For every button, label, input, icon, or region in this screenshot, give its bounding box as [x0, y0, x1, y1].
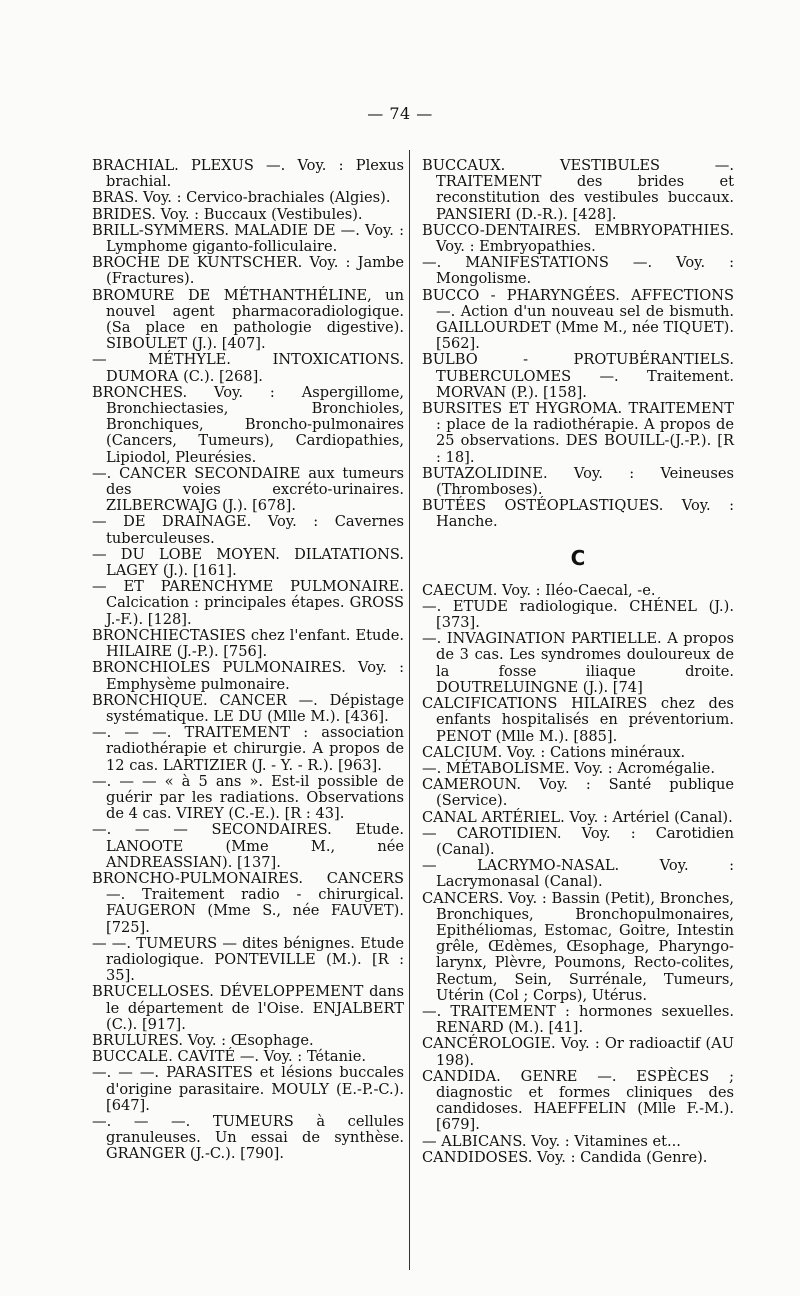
index-entry: —. — —. PARASITES et lésions buccales d'origine parasitaire. MOULY (E.-P.-C.). [647].: [92, 1064, 404, 1114]
index-entry: —. INVAGINATION PARTIELLE. A propos de 3 cas. Les syndromes douloureux de la fosse iliaque droite. DOUTRELUINGNE (J.). [74]: [422, 630, 734, 696]
index-entry: —. MÉTABOLISME. Voy. : Acromégalie.: [422, 759, 715, 777]
index-entry: — —. TUMEURS — dites bénignes. Etude radiologique. PONTEVILLE (M.). [R : 35].: [92, 934, 404, 985]
index-entry: — ALBICANS. Voy. : Vitamines et...: [422, 1132, 681, 1150]
index-entry: BRUCELLOSES. DÉVELOPPEMENT dans le département de l'Oise. ENJALBERT (C.). [917].: [92, 983, 404, 1033]
index-entry: —. TRAITEMENT : hormones sexuelles. RENARD (M.). [41].: [422, 1002, 734, 1037]
index-entry: CANCÉROLOGIE. Voy. : Or radioactif (AU 198).: [422, 1035, 734, 1069]
index-entry: BULBO - PROTUBÉRANTIELS. TUBERCULOMES —. Traitement. MORVAN (P.). [158].: [422, 351, 734, 401]
index-entry: BRAS. Voy. : Cervico-brachiales (Algies).: [92, 189, 391, 207]
index-entry: BROMURE DE MÉTHANTHÉLINE, un nouvel agent pharmacoradiologique. (Sa place en pathologie digestive). SIBOULET (J.). [407].: [92, 286, 404, 353]
page-number: — 74 —: [367, 104, 433, 123]
index-entry: CALCIUM. Voy. : Cations minéraux.: [422, 743, 686, 761]
index-entry: —. ETUDE radiologique. CHÉNEL (J.). [373].: [422, 597, 734, 632]
index-entry: — DU LOBE MOYEN. DILATATIONS. LAGEY (J.). [161].: [92, 545, 404, 580]
index-entry: CANDIDA. GENRE —. ESPÈCES ; diagnostic et formes cliniques des candidoses. HAEFFELIN (Mlle F.-M.). [679].: [422, 1067, 734, 1134]
index-entry: —. — —. TUMEURS à cellules granuleuses. Un essai de synthèse. GRANGER (J.-C.). [790].: [92, 1112, 404, 1163]
index-entry: —. CANCER SECONDAIRE aux tumeurs des voies excréto-urinaires. ZILBERCWAJG (J.). [678].: [92, 464, 404, 515]
column-divider: [409, 150, 410, 1270]
index-entry: BUCCO - PHARYNGÉES. AFFECTIONS —. Action d'un nouveau sel de bismuth. GAILLOURDET (Mme M., née TIQUET). [562].: [422, 286, 734, 353]
index-entry: —. MANIFESTATIONS —. Voy. : Mongolisme.: [422, 254, 734, 288]
index-entry: BRONCHES. Voy. : Aspergillome, Bronchiectasies, Bronchioles, Bronchiques, Broncho-pulmonaires (Cancers, Tumeurs), Cardiopathies, Lipiodol, Pleurésies.: [92, 383, 404, 466]
index-entry: CANDIDOSES. Voy. : Candida (Genre).: [422, 1148, 708, 1166]
index-entry: BRONCHIQUE. CANCER —. Dépistage systématique. LE DU (Mlle M.). [436].: [92, 691, 404, 725]
index-entry: BURSITES ET HYGROMA. TRAITEMENT : place de la radiothérapie. A propos de 25 observations. DES BOUILL-(J.-P.). [R : 18].: [422, 400, 734, 466]
index-entry: — CAROTIDIEN. Voy. : Carotidien (Canal).: [422, 824, 734, 858]
index-entry: BRONCHO-PULMONAIRES. CANCERS —. Traitement radio - chirurgical. FAUGERON (Mme S., née FAUVET). [725].: [92, 869, 404, 936]
index-entry: BUCCO-DENTAIRES. EMBRYOPATHIES. Voy. : Embryopathies.: [422, 221, 734, 256]
index-entry: CANCERS. Voy. : Bassin (Petit), Bronches, Bronchiques, Bronchopulmonaires, Epithéliomas, Estomac, Goitre, Intestin grêle, Œdèmes, Œsophage, Pharyngo-larynx, Plèvre, Poumons, Recto-colites, Rectum, Sein, Surrénale, Tumeurs, Utérin (Col ; Corps), Utérus.: [422, 889, 734, 1004]
index-entry: CANAL ARTÉRIEL. Voy. : Artériel (Canal).: [422, 808, 733, 826]
index-entry: BRONCHIECTASIES chez l'enfant. Etude. HILAIRE (J.-P.). [756].: [92, 626, 404, 661]
index-entry: — ET PARENCHYME PULMONAIRE. Calcication : principales étapes. GROSS J.-F.). [128].: [92, 578, 404, 628]
index-entry: — LACRYMO-NASAL. Voy. : Lacrymonasal (Canal).: [422, 857, 734, 891]
section-letter: C: [570, 545, 586, 570]
index-entry: BRACHIAL. PLEXUS —. Voy. : Plexus brachial.: [92, 157, 404, 191]
index-entry: BUCCALE. CAVITÉ —. Voy. : Tétanie.: [92, 1048, 366, 1066]
index-entry: BUTÉES OSTÉOPLASTIQUES. Voy. : Hanche.: [422, 497, 734, 531]
left-column: [92, 158, 404, 1163]
right-column-c-entries: [422, 583, 734, 1166]
index-entry: CALCIFICATIONS HILAIRES chez des enfants hospitalisés en préventorium. PENOT (Mlle M.). [885].: [422, 695, 734, 745]
index-entry: —. — — SECONDAIRES. Etude. LANOOTE (Mme M., née ANDREASSIAN). [137].: [92, 821, 404, 871]
right-column: [422, 158, 734, 1166]
index-entry: —. — — « à 5 ans ». Est-il possible de guérir par les radiations. Observations de 4 cas. VIREY (C.-E.). [R : 43].: [92, 772, 404, 823]
index-entry: BRIDES. Voy. : Buccaux (Vestibules).: [92, 205, 363, 223]
index-entry: — DE DRAINAGE. Voy. : Cavernes tuberculeuses.: [92, 513, 404, 547]
index-entry: — MÉTHYLE. INTOXICATIONS. DUMORA (C.). [268].: [92, 351, 404, 385]
index-entry: BROCHE DE KUNTSCHER. Voy. : Jambe (Fractures).: [92, 254, 404, 288]
index-entry: —. — —. TRAITEMENT : association radiothérapie et chirurgie. A propos de 12 cas. LARTIZIER (J. - Y. - R.). [963].: [92, 724, 404, 774]
index-entry: BRULURES. Voy. : Œsophage.: [92, 1031, 314, 1049]
index-entry: BUCCAUX. VESTIBULES —. TRAITEMENT des brides et reconstitution des vestibules buccaux. PANSIERI (D.-R.). [428].: [422, 157, 734, 223]
index-entry: BUTAZOLIDINE. Voy. : Veineuses (Thromboses).: [422, 464, 734, 499]
right-column-b-entries: [422, 158, 734, 531]
index-entry: CAMEROUN. Voy. : Santé publique (Service).: [422, 776, 734, 810]
index-entry: BRONCHIOLES PULMONAIRES. Voy. : Emphysème pulmonaire.: [92, 659, 404, 693]
index-entry: CAECUM. Voy. : Iléo-Caecal, -e.: [422, 581, 656, 599]
index-entry: BRILL-SYMMERS. MALADIE DE —. Voy. : Lymphome giganto-folliculaire.: [92, 221, 404, 256]
